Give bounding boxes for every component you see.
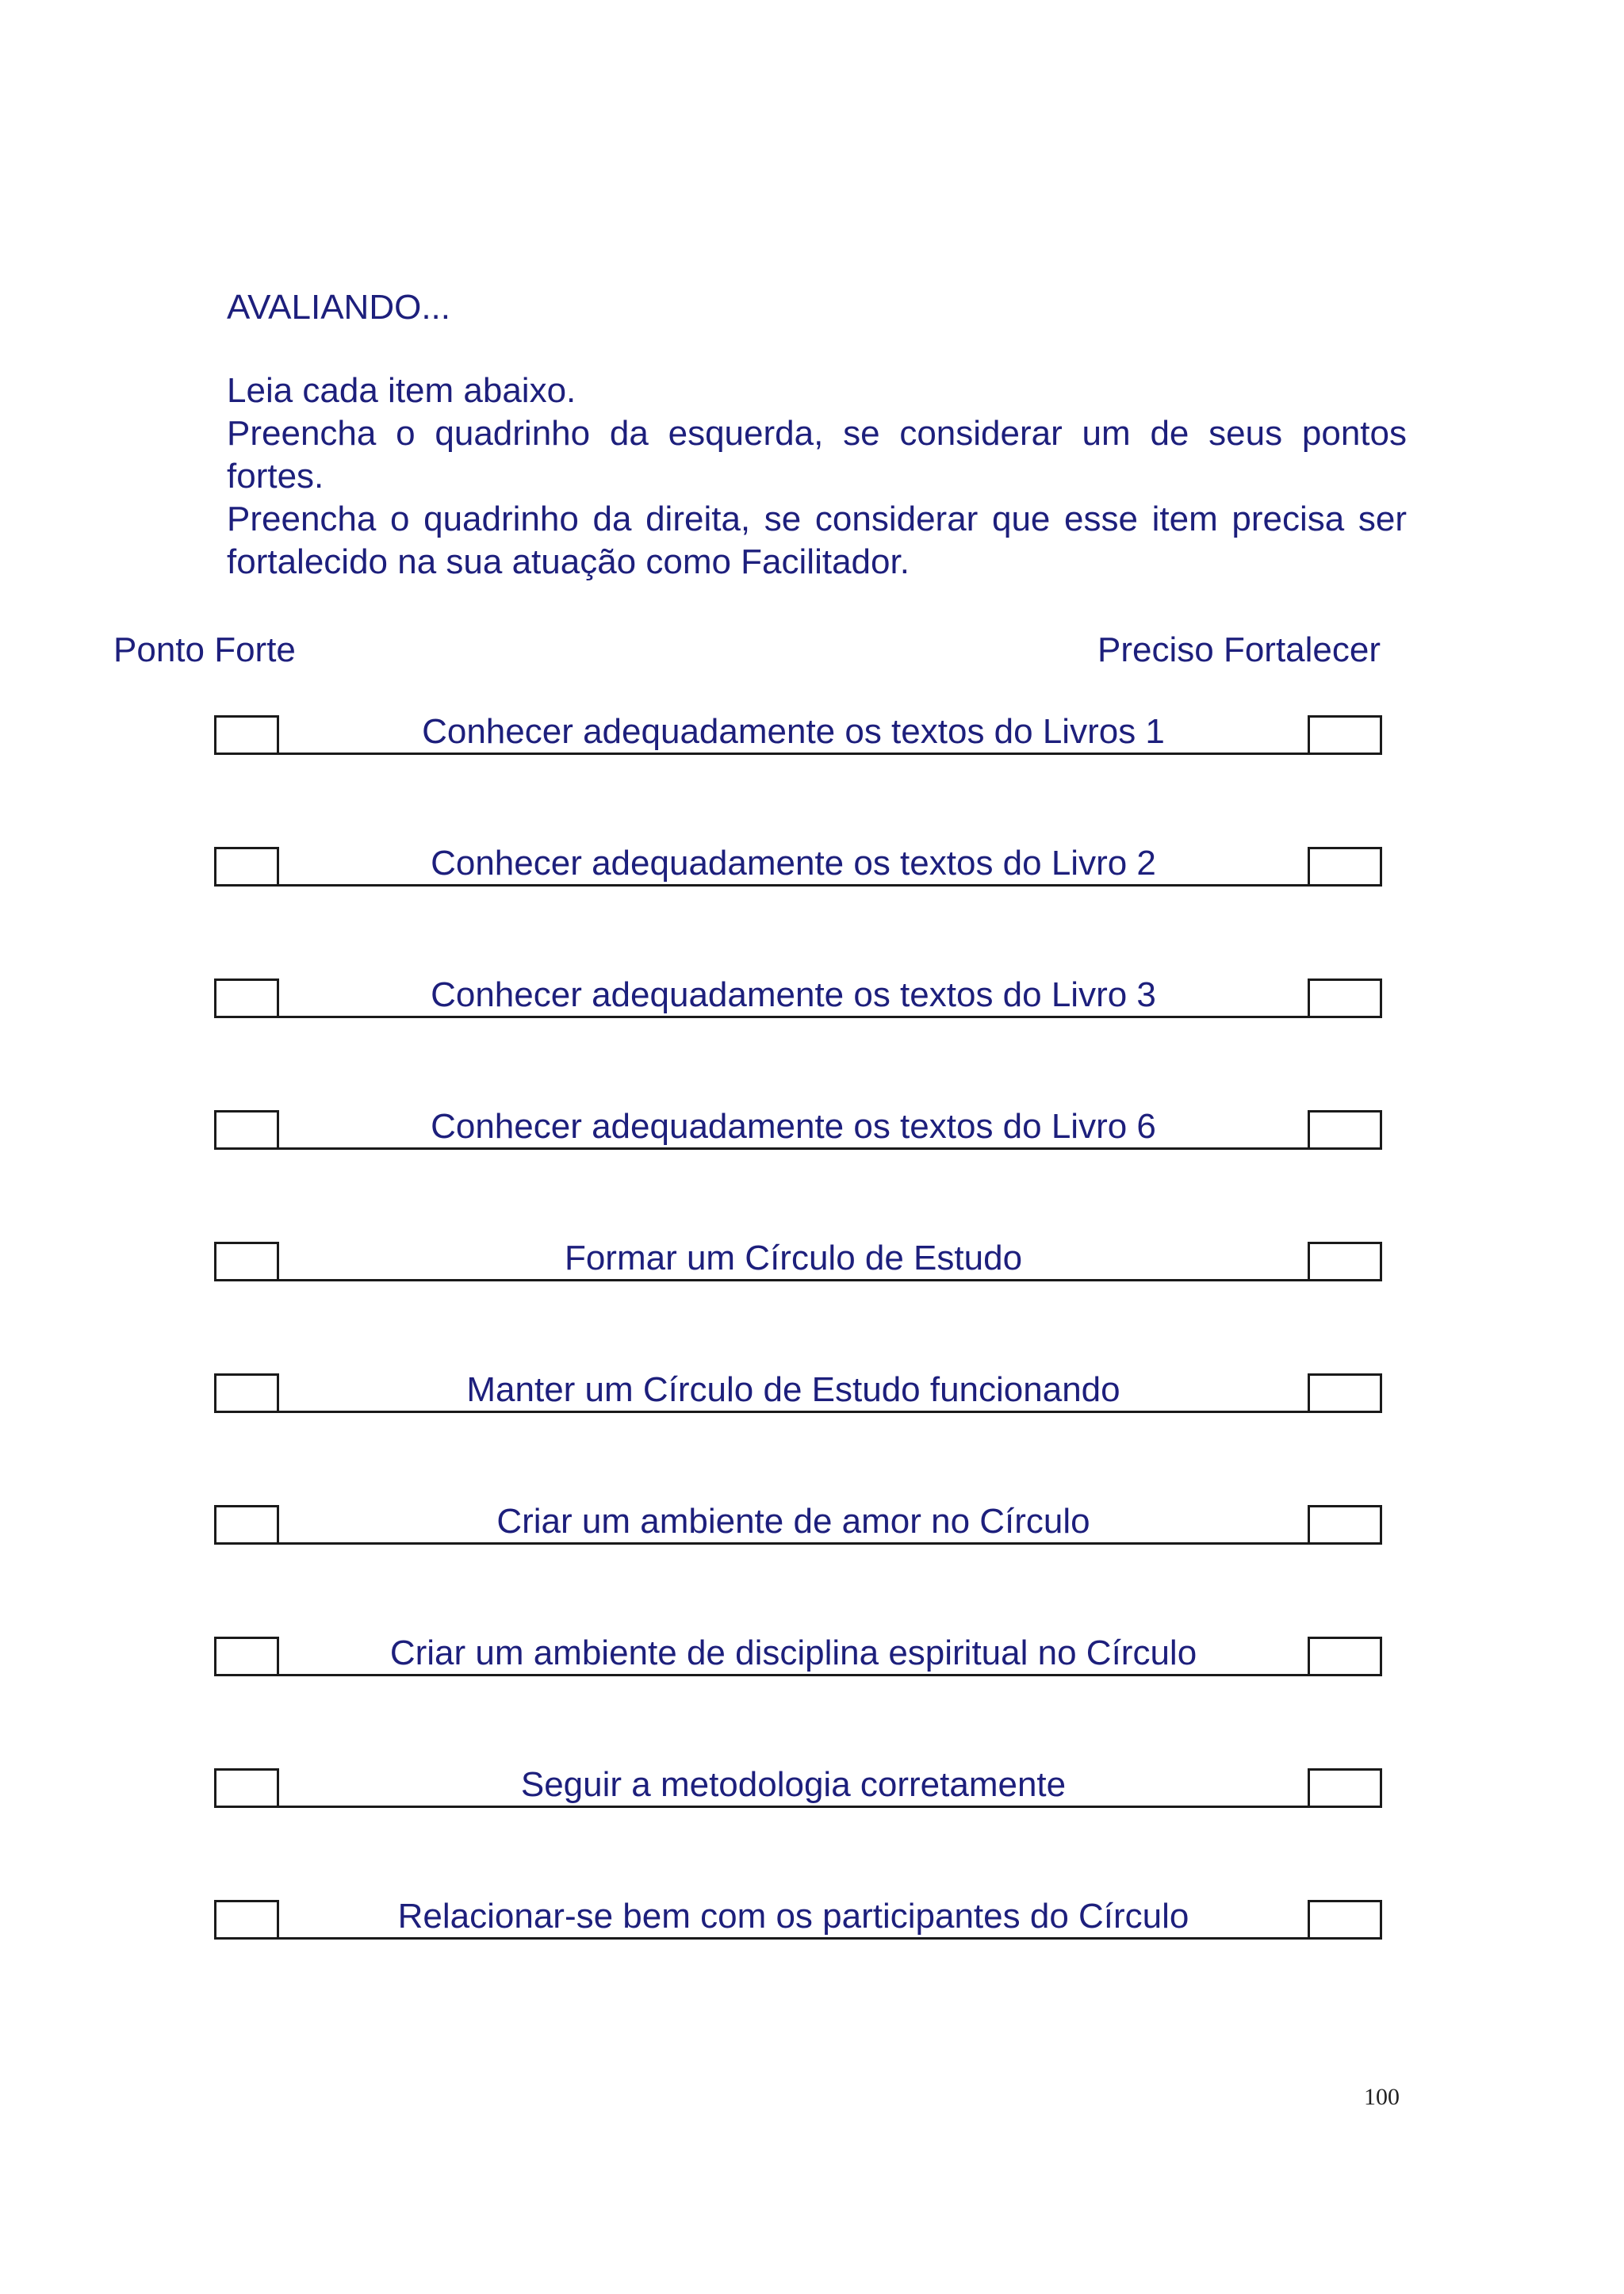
ponto-forte-checkbox[interactable] — [214, 1900, 279, 1940]
row-underline — [279, 1016, 1308, 1018]
ponto-forte-checkbox[interactable] — [214, 1505, 279, 1545]
ponto-forte-checkbox[interactable] — [214, 1373, 279, 1413]
ponto-forte-checkbox[interactable] — [214, 1242, 279, 1281]
ponto-forte-checkbox[interactable] — [214, 715, 279, 755]
preciso-fortalecer-checkbox[interactable] — [1308, 1900, 1382, 1940]
preciso-fortalecer-checkbox[interactable] — [1308, 1768, 1382, 1808]
column-header-preciso-fortalecer: Preciso Fortalecer — [1097, 630, 1381, 669]
evaluation-item-label: Conhecer adequadamente os textos do Livro 3 — [431, 975, 1156, 1014]
evaluation-row — [214, 712, 1382, 758]
preciso-fortalecer-checkbox[interactable] — [1308, 978, 1382, 1018]
preciso-fortalecer-checkbox[interactable] — [1308, 1637, 1382, 1676]
row-underline — [279, 884, 1308, 887]
evaluation-row — [214, 975, 1382, 1021]
evaluation-item-label: Manter um Círculo de Estudo funcionando — [466, 1370, 1120, 1409]
instruction-line: Preencha o quadrinho da direita, se considerar que esse item precisa ser fortalecido na sua atuação como Facilitador. — [227, 500, 1407, 581]
ponto-forte-checkbox[interactable] — [214, 847, 279, 887]
evaluation-item-label: Conhecer adequadamente os textos do Livro 6 — [431, 1107, 1156, 1146]
row-underline — [279, 1937, 1308, 1940]
preciso-fortalecer-checkbox[interactable] — [1308, 1373, 1382, 1413]
ponto-forte-checkbox[interactable] — [214, 1768, 279, 1808]
evaluation-row — [214, 1765, 1382, 1811]
evaluation-row — [214, 1897, 1382, 1943]
evaluation-row — [214, 1370, 1382, 1416]
preciso-fortalecer-checkbox[interactable] — [1308, 715, 1382, 755]
evaluation-row — [214, 1502, 1382, 1548]
row-underline — [279, 1279, 1308, 1281]
evaluation-item-label: Seguir a metodologia corretamente — [520, 1765, 1067, 1804]
preciso-fortalecer-checkbox[interactable] — [1308, 847, 1382, 887]
evaluation-item-label: Formar um Círculo de Estudo — [564, 1239, 1023, 1277]
instruction-line: Leia cada item abaixo. — [227, 371, 576, 410]
preciso-fortalecer-checkbox[interactable] — [1308, 1242, 1382, 1281]
ponto-forte-checkbox[interactable] — [214, 978, 279, 1018]
evaluation-row — [214, 1107, 1382, 1153]
evaluation-item-label: Relacionar-se bem com os participantes do Círculo — [397, 1897, 1189, 1936]
row-underline — [279, 1147, 1308, 1150]
row-underline — [279, 1542, 1308, 1545]
row-underline — [279, 1806, 1308, 1808]
evaluation-row — [214, 844, 1382, 890]
evaluation-row — [214, 1633, 1382, 1679]
preciso-fortalecer-checkbox[interactable] — [1308, 1505, 1382, 1545]
row-underline — [279, 1674, 1308, 1676]
instruction-line: Preencha o quadrinho da esquerda, se considerar um de seus pontos fortes. — [227, 414, 1407, 496]
evaluation-row — [214, 1239, 1382, 1285]
evaluation-item-label: Conhecer adequadamente os textos do Livros 1 — [422, 712, 1165, 751]
page-title: AVALIANDO... — [227, 288, 451, 327]
evaluation-item-label: Conhecer adequadamente os textos do Livro 2 — [431, 844, 1156, 883]
page-number: 100 — [1364, 2084, 1400, 2110]
ponto-forte-checkbox[interactable] — [214, 1110, 279, 1150]
row-underline — [279, 753, 1308, 755]
evaluation-item-label: Criar um ambiente de disciplina espiritual no Círculo — [389, 1633, 1197, 1672]
evaluation-item-label: Criar um ambiente de amor no Círculo — [496, 1502, 1090, 1541]
column-header-ponto-forte: Ponto Forte — [113, 630, 296, 669]
row-underline — [279, 1411, 1308, 1413]
ponto-forte-checkbox[interactable] — [214, 1637, 279, 1676]
preciso-fortalecer-checkbox[interactable] — [1308, 1110, 1382, 1150]
